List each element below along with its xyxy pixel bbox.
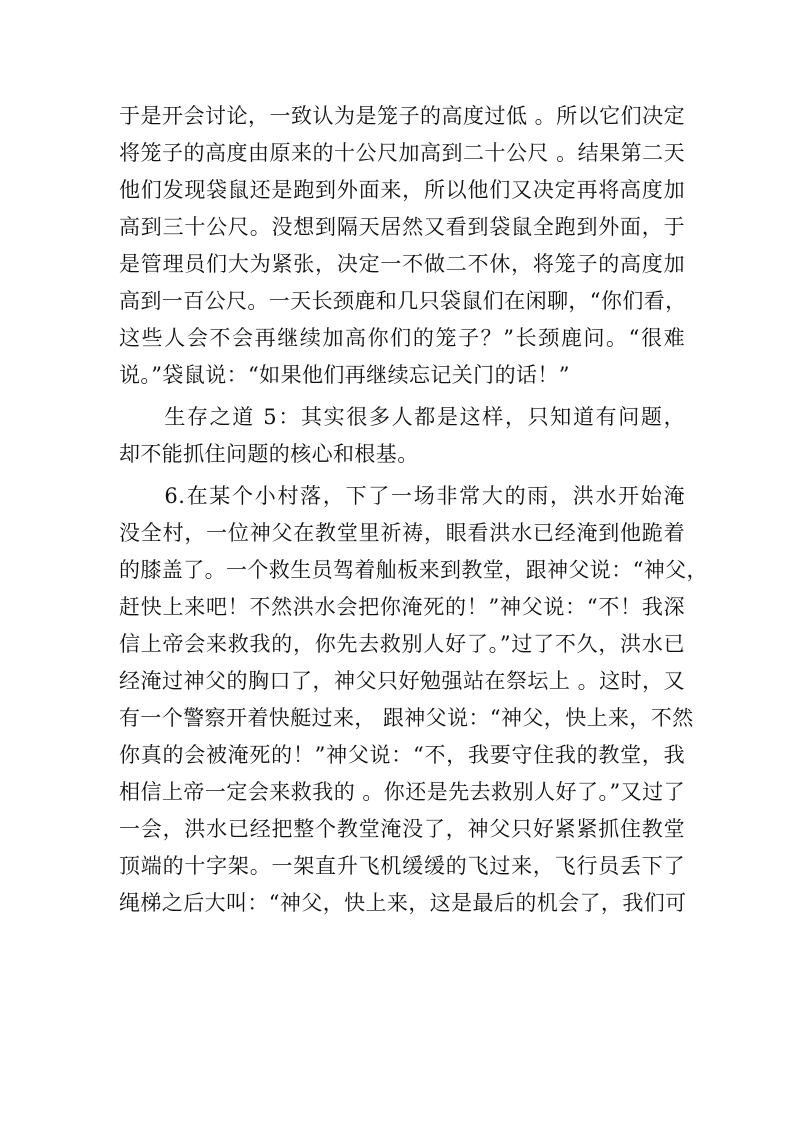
text-line: 高到一百公尺。一天长颈鹿和几只袋鼠们在闲聊，“你们看，	[119, 289, 687, 313]
text-line: 生存之道 5：其实很多人都是这样，只知道有问题，	[119, 405, 685, 429]
text-line: 没全村，一位神父在教堂里祈祷，眼看洪水已经淹到他跪着	[119, 521, 685, 545]
text-line: 有一个警察开着快艇过来， 跟神父说：“神父，快上来，不然	[119, 706, 694, 730]
text-line: 信上帝会来救我的，你先去救别人好了。”过了不久，洪水已	[119, 632, 685, 656]
paragraph-story-5	[119, 98, 685, 394]
body-text	[119, 98, 708, 922]
text-line: 的膝盖了。一个救生员驾着舢板来到教堂，跟神父说：“神父，	[119, 558, 708, 582]
text-line: 绳梯之后大叫：“神父，快上来，这是最后的机会了，我们可	[119, 891, 687, 915]
text-line: 一会，洪水已经把整个教堂淹没了，神父只好紧紧抓住教堂	[119, 817, 685, 841]
text-line: 他们发现袋鼠还是跑到外面来，所以他们又决定再将高度加	[119, 178, 685, 202]
text-line: 将笼子的高度由原来的十公尺加高到二十公尺 。结果第二天	[119, 141, 685, 165]
text-line: 高到三十公尺。没想到隔天居然又看到袋鼠全跑到外面，于	[119, 215, 685, 239]
text-line: 相信上帝一定会来救我的 。你还是先去救别人好了。”又过了	[119, 780, 685, 804]
text-line: 说。”袋鼠说：“如果他们再继续忘记关门的话！”	[119, 363, 570, 387]
text-line: 于是开会讨论，一致认为是笼子的高度过低 。所以它们决定	[119, 104, 685, 128]
paragraph-survival-rule-5	[119, 399, 685, 473]
text-line: 你真的会被淹死的！”神父说：“不，我要守住我的教堂，我	[119, 743, 685, 767]
text-line: 这些人会不会再继续加高你们的笼子？”长颈鹿问。“很难	[119, 326, 685, 350]
text-line: 经淹过神父的胸口了，神父只好勉强站在祭坛上 。这时，又	[119, 669, 685, 693]
text-line: 是管理员们大为紧张，决定一不做二不休，将笼子的高度加	[119, 252, 685, 276]
paragraph-story-6	[119, 478, 708, 922]
text-line: 赶快上来吧！不然洪水会把你淹死的！”神父说：“不！我深	[119, 595, 685, 619]
text-line: 顶端的十字架。一架直升飞机缓缓的飞过来，飞行员丢下了	[119, 854, 685, 878]
text-line: 却不能抓住问题的核心和根基。	[119, 442, 419, 466]
text-line: 6.在某个小村落，下了一场非常大的雨，洪水开始淹	[119, 484, 685, 508]
